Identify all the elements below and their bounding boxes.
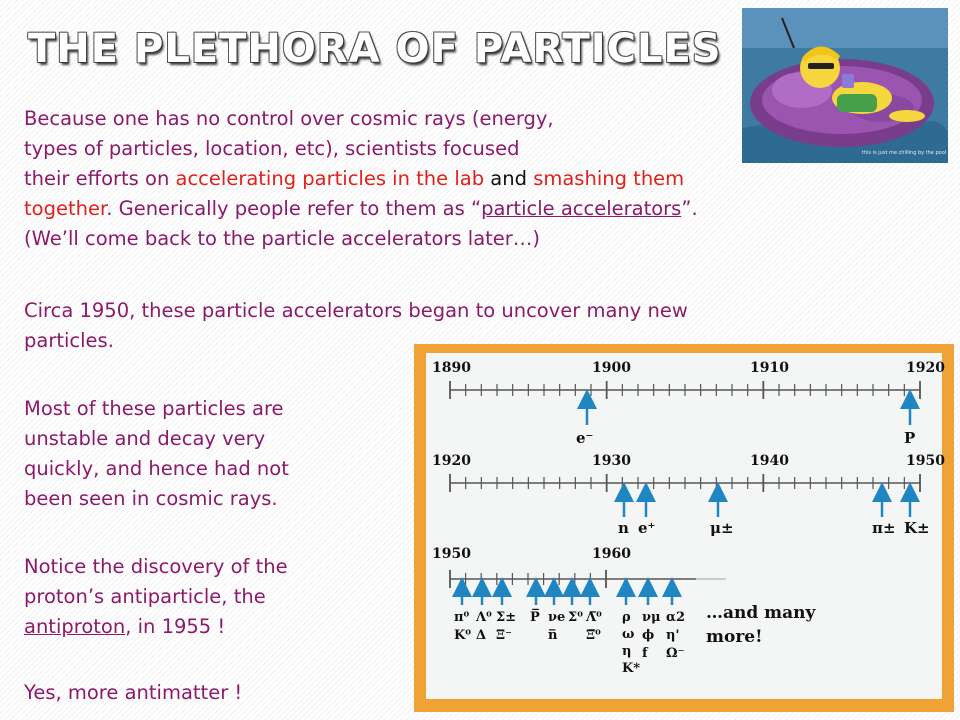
particle-label: n̅ bbox=[548, 628, 558, 643]
text-line: Most of these particles are bbox=[24, 397, 284, 420]
text-line: types of particles, location, etc), scientists focused bbox=[24, 137, 520, 160]
text-line: particles. bbox=[24, 329, 114, 352]
text-line: been seen in cosmic rays. bbox=[24, 487, 278, 510]
text-span: , in 1955 ! bbox=[125, 615, 226, 638]
particle-label: Δ bbox=[476, 628, 487, 643]
particle-label: νμ bbox=[642, 610, 661, 625]
photo-caption: this is just me chilling by the pool bbox=[862, 150, 947, 156]
year-label: 1890 bbox=[432, 360, 471, 376]
text-line: quickly, and hence had not bbox=[24, 457, 289, 480]
highlight-together: together bbox=[24, 197, 107, 220]
year-label: 1920 bbox=[432, 453, 471, 469]
year-label: 1920 bbox=[906, 360, 945, 376]
particle-label: K* bbox=[622, 661, 641, 676]
year-label: 1930 bbox=[592, 453, 631, 469]
year-label: 1950 bbox=[906, 453, 945, 469]
text-span: their efforts on bbox=[24, 167, 176, 190]
particle-group bbox=[496, 609, 516, 645]
particle-accelerators-link[interactable]: particle accelerators bbox=[481, 197, 682, 220]
relaxing-cartoon-photo bbox=[742, 8, 948, 163]
particle-label: Λ̅⁰ bbox=[586, 610, 602, 625]
text-line: Because one has no control over cosmic rays (energy, bbox=[24, 107, 554, 130]
particle-label: P̅ bbox=[530, 610, 540, 625]
paragraph-unstable bbox=[24, 394, 289, 514]
note-line: …and many bbox=[706, 603, 816, 623]
text-line bbox=[24, 164, 698, 194]
particle-proton: P bbox=[904, 429, 916, 447]
text-line bbox=[24, 194, 698, 224]
discovery-arrows bbox=[462, 399, 910, 605]
and-many-more-note bbox=[706, 601, 815, 649]
paragraph-more-antimatter: Yes, more antimatter ! bbox=[24, 681, 243, 704]
antiproton-link[interactable]: antiproton bbox=[24, 615, 126, 638]
paragraph-cosmic-rays bbox=[24, 104, 698, 254]
particle-label: Σ± bbox=[496, 610, 517, 625]
particle-pion: π± bbox=[872, 519, 896, 537]
particle-label: f bbox=[642, 646, 648, 661]
particle-group bbox=[666, 609, 685, 663]
text-span: ”. bbox=[681, 197, 698, 220]
particle-label: Λ⁰ bbox=[476, 610, 492, 625]
particle-label: Ξ⁻ bbox=[496, 628, 513, 643]
particle-positron: e⁺ bbox=[638, 519, 656, 537]
particle-group bbox=[642, 609, 661, 663]
particle-group bbox=[622, 609, 640, 677]
highlight-smashing: smashing them bbox=[533, 167, 685, 190]
particle-group bbox=[476, 609, 492, 645]
year-label: 1940 bbox=[750, 453, 789, 469]
text-span: . Generically people refer to them as “ bbox=[106, 197, 482, 220]
particle-discovery-timeline bbox=[426, 353, 945, 699]
page-title: THE PLETHORA OF PARTICLES bbox=[28, 26, 722, 72]
particle-muon: μ± bbox=[710, 519, 734, 537]
particle-label: ω bbox=[622, 627, 635, 642]
particle-group bbox=[530, 609, 540, 627]
particle-electron: e⁻ bbox=[576, 429, 594, 447]
text-line: Notice the discovery of the bbox=[24, 555, 288, 578]
text-line: unstable and decay very bbox=[24, 427, 266, 450]
particle-label: ρ bbox=[622, 610, 631, 625]
year-label: 1950 bbox=[432, 546, 471, 562]
axis-ticks bbox=[450, 381, 920, 588]
particle-group bbox=[568, 609, 583, 627]
text-line: proton’s antiparticle, the bbox=[24, 585, 266, 608]
particle-label: Ξ̅⁰ bbox=[586, 628, 601, 643]
particle-label: ϕ bbox=[642, 628, 655, 643]
text-line bbox=[24, 612, 288, 642]
particle-label: Ω⁻ bbox=[666, 646, 685, 661]
particle-label: π⁰ bbox=[454, 610, 470, 625]
text-line: (We’ll come back to the particle accelerators later…) bbox=[24, 227, 540, 250]
particle-group bbox=[548, 609, 565, 645]
note-line: more! bbox=[706, 627, 763, 647]
particle-label: η' bbox=[666, 628, 680, 643]
particle-neutron: n bbox=[618, 519, 629, 537]
year-label: 1900 bbox=[592, 360, 631, 376]
particle-label: K⁰ bbox=[454, 628, 471, 643]
text-span: and bbox=[484, 167, 534, 190]
particle-label: η bbox=[622, 644, 632, 659]
particle-label: νe bbox=[548, 610, 566, 625]
particle-label: Σ⁰ bbox=[568, 610, 583, 625]
particle-group bbox=[586, 609, 602, 645]
particle-kaon: K± bbox=[904, 519, 930, 537]
text-line: Circa 1950, these particle accelerators began to uncover many new bbox=[24, 299, 688, 322]
highlight-accelerating: accelerating particles in the lab bbox=[175, 167, 485, 190]
particle-label: α2 bbox=[666, 610, 686, 625]
year-label: 1960 bbox=[592, 546, 631, 562]
particle-group bbox=[454, 609, 471, 645]
year-label: 1910 bbox=[750, 360, 789, 376]
paragraph-antiproton bbox=[24, 552, 288, 642]
